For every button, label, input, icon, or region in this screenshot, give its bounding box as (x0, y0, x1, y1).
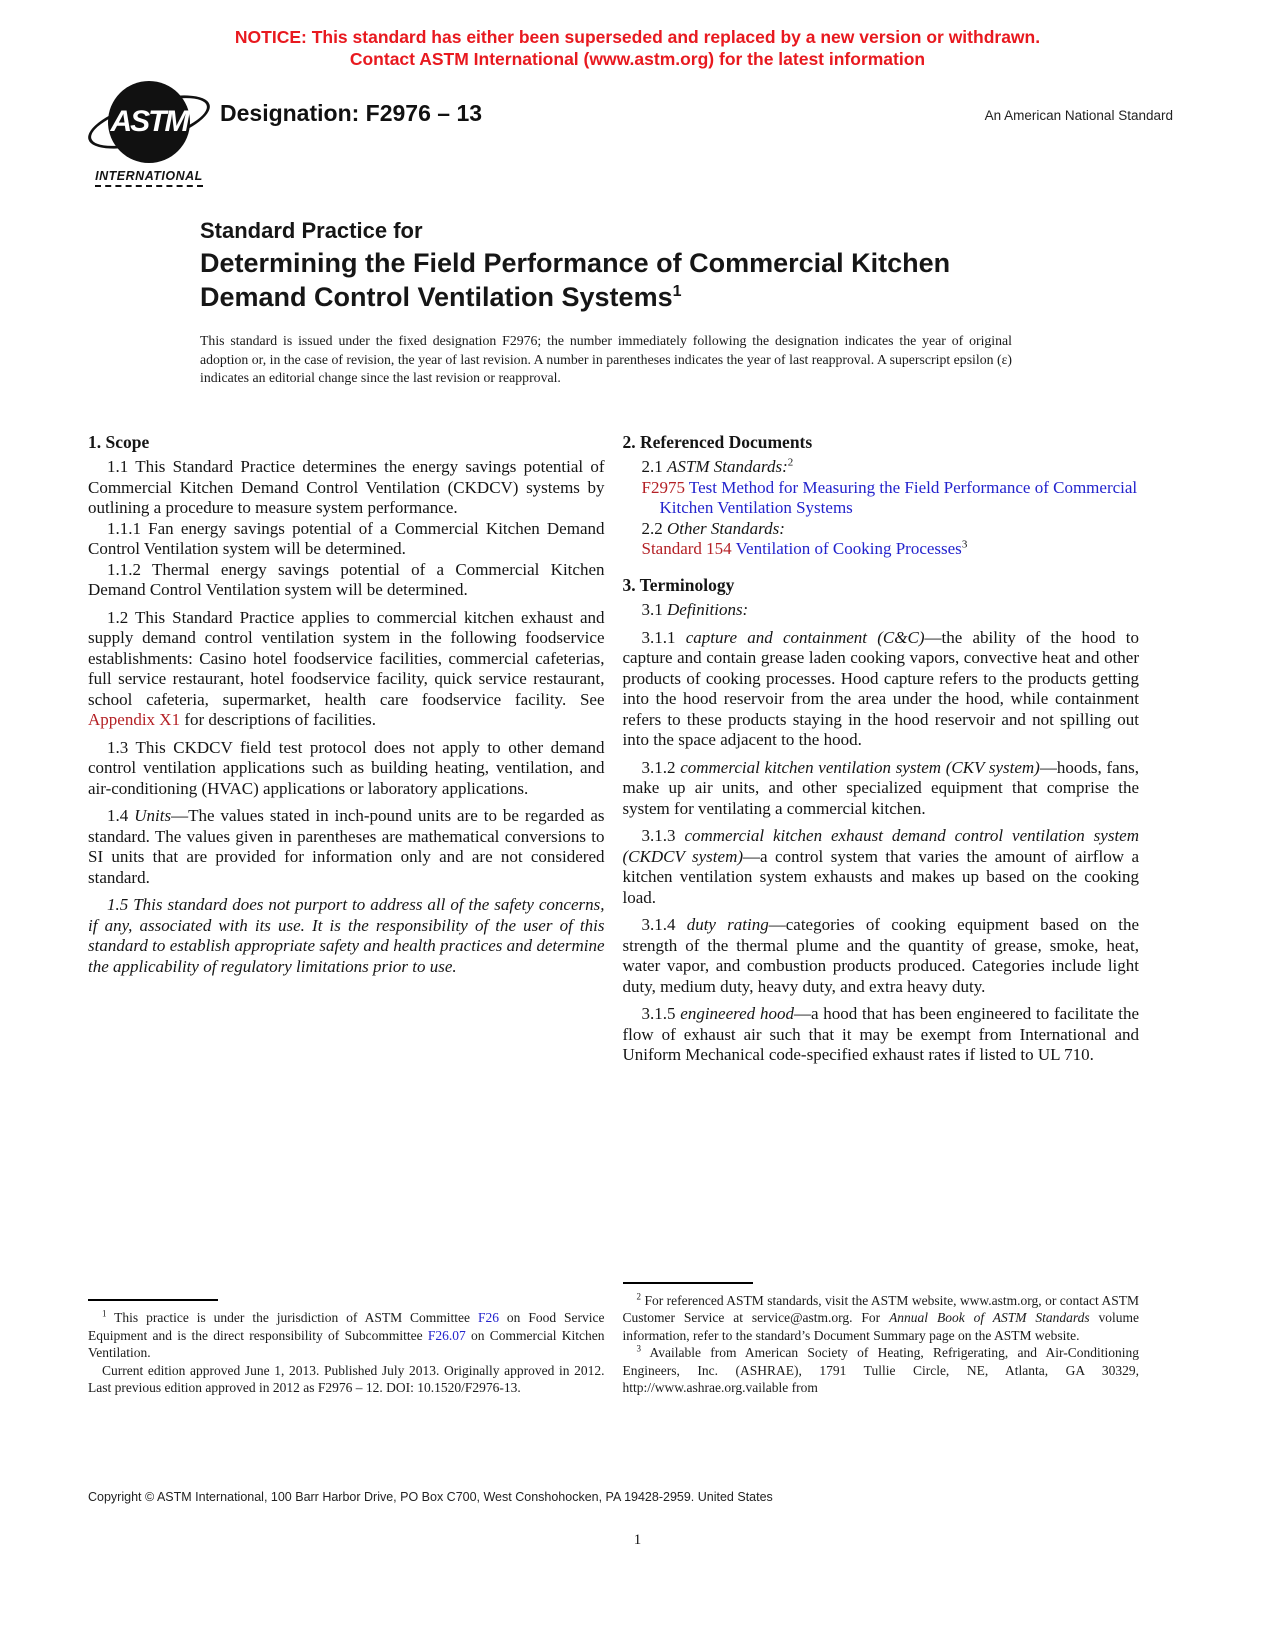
text-segment: for descriptions of facilities. (180, 710, 376, 729)
paragraph (88, 457, 605, 519)
left-column (88, 432, 605, 1397)
body-columns (88, 432, 1139, 1397)
f2975-title-link[interactable]: Test Method for Measuring the Field Performance of Commercial Kitchen Ventilation Systems (659, 477, 1138, 517)
paragraph (623, 478, 1140, 519)
text-segment: —a control system that varies the amount of airflow a kitchen ventilation system exhausts and makes up based on the cooking load. (622, 846, 1140, 907)
paragraph (88, 895, 605, 977)
text-segment: Units (134, 806, 172, 825)
text-segment: duty rating (686, 915, 769, 934)
notice-line-1: NOTICE: This standard has either been superseded and replaced by a new version or withdrawn. (234, 27, 1041, 47)
text-segment: 1.1 This Standard Practice determines the energy savings potential of Commercial Kitchen Demand Control Ventilation (CKDCV) systems by outlining a procedure to measure system performance. (88, 457, 605, 517)
text-segment: Current edition approved June 1, 2013. Published July 2013. Originally approved in 2012. Last previous edition approved in 2012 as F2976 – 12. DOI: 10.1520/F2976-13. (88, 1362, 605, 1395)
footnote-rule (88, 1299, 218, 1301)
paragraph (623, 915, 1140, 997)
paragraph (88, 608, 605, 731)
text-segment: 1.1.1 Fan energy savings potential of a Commercial Kitchen Demand Control Ventilation system will be determined. (88, 518, 605, 558)
text-segment: 3.1.1 (641, 627, 686, 647)
logo-subtitle: INTERNATIONAL (95, 169, 203, 187)
text-segment: Definitions: (667, 600, 749, 619)
text-segment: —the ability of the hood to capture and contain grease laden cooking vapors, convective heat and other products of cooking processes. Hood capture refers to the products getting into the hood reservoir from the area under the hood, while containment refers to these products staying in the hood reservoir and not spilling out into the space adjacent to the hood. (622, 627, 1140, 749)
designation (220, 100, 482, 127)
text-segment: For referenced ASTM standards, visit the ASTM website, www.astm.org, or contact ASTM Customer Service at service@astm.org. For (622, 1292, 1139, 1325)
text-segment: commercial kitchen exhaust demand control ventilation system (CKDCV system) (622, 826, 1139, 866)
text-segment: 3.1 (641, 600, 667, 619)
appendix-x1-link[interactable]: Appendix X1 (88, 710, 181, 729)
paragraph (623, 628, 1140, 751)
paragraph (623, 758, 1140, 820)
left-footnotes (88, 1299, 605, 1397)
paragraph (88, 738, 605, 800)
text-segment: 1.4 (107, 806, 135, 825)
title-line-1: Determining the Field Performance of Commercial Kitchen (200, 248, 951, 278)
right-footnotes (623, 1282, 1140, 1397)
footnote (623, 1344, 1140, 1397)
left-column-content (88, 432, 605, 978)
paragraph (623, 457, 1140, 478)
text-segment: Annual Book of ASTM Standards (889, 1310, 1090, 1325)
f26-link[interactable]: F26 (477, 1310, 499, 1325)
standard-154-title-link[interactable]: Ventilation of Cooking Processes (731, 539, 962, 558)
designation-value: F2976 – 13 (365, 100, 483, 126)
text-segment: 3. Terminology (622, 574, 735, 595)
footnote-rule (623, 1282, 753, 1284)
title-footnote-marker: 1 (672, 283, 682, 300)
paragraph (623, 519, 1140, 540)
logo-acronym: ASTM (110, 105, 188, 138)
page-number: 1 (633, 1532, 642, 1548)
supersession-notice (0, 0, 1275, 70)
standard-154-link[interactable]: Standard 154 (641, 539, 732, 558)
text-segment: 2. Referenced Documents (622, 431, 813, 452)
right-footnote-text (623, 1292, 1140, 1397)
text-segment: 1.2 This Standard Practice applies to commercial kitchen exhaust and supply demand control ventilation system in the following foodservice establishments: Casino hotel foodservice facilities, commercial cafeterias, full service restaurant, hotel foodservice facility, quick service restaurant, school cafeteria, supermarket, health care foodservice facility. See (88, 607, 605, 709)
paragraph (623, 539, 1140, 560)
f26-07-link[interactable]: F26.07 (427, 1327, 466, 1343)
right-column-content (623, 432, 1140, 1066)
f2975-link[interactable]: F2975 (641, 477, 685, 497)
text-segment: 3.1.4 (641, 915, 687, 934)
issue-statement: This standard is issued under the fixed designation F2976; the number immediately following the designation indicates the year of original adoption or, in the case of revision, the year of last revision. A number in parentheses indicates the year of last reapproval. A superscript epsilon (ε) indicates an editorial change since the last revision or reapproval. (200, 333, 1012, 385)
paragraph (623, 1004, 1140, 1066)
left-footnote-text (88, 1309, 605, 1397)
paragraph (88, 806, 605, 888)
text-segment: 1.1.2 Thermal energy savings potential of a Commercial Kitchen Demand Control Ventilation system will be determined. (88, 559, 605, 599)
text-segment: 2.2 (641, 518, 667, 538)
paragraph (88, 560, 605, 601)
text-segment: engineered hood (680, 1004, 794, 1023)
text-segment: 2.1 (641, 457, 667, 476)
footnote (623, 1292, 1140, 1345)
paragraph (623, 826, 1140, 908)
text-segment: Available from American Society of Heating, Refrigerating, and Air-Conditioning Engineers, Inc. (ASHRAE), 1791 Tullie Circle, NE, Atlanta, GA 30329, http://www.ashrae.org.vailable from (622, 1345, 1139, 1395)
text-segment: —The values stated in inch-pound units are to be regarded as standard. The values given in parentheses are mathematical conversions to SI units that are provided for information only and are not considered standard. (88, 806, 605, 887)
text-segment: on Commercial Kitchen Ventilation. (88, 1327, 605, 1360)
title-kicker: Standard Practice for (200, 218, 423, 243)
text-segment: 1.5 This standard does not purport to address all of the safety concerns, if any, associated with its use. It is the responsibility of the user of this standard to establish appropriate safety and health practices and determine the applicability of regulatory limitations prior to use. (88, 895, 605, 976)
astm-globe-icon (88, 78, 210, 166)
text-segment: —categories of cooking equipment based on the strength of the thermal plume and the quantity of grease, smoke, heat, water vapor, and combustion products produced. Categories include light duty, medium duty, heavy duty, and extra heavy duty. (622, 915, 1139, 996)
text-segment: 2 (636, 1291, 641, 1301)
text-segment: 3.1.2 (641, 757, 681, 777)
text-segment: 3 (636, 1343, 641, 1354)
copyright-line: Copyright © ASTM International, 100 Barr Harbor Drive, PO Box C700, West Conshohocken, PA 19428-2959. United States (88, 1490, 773, 1504)
text-segment: 3.1.3 (641, 826, 685, 845)
footnote (88, 1309, 605, 1362)
paragraph (623, 600, 1140, 621)
text-segment: capture and containment (C&C) (685, 627, 925, 647)
terminology-heading (623, 575, 1140, 596)
astm-logo (88, 78, 210, 187)
text-segment: 2 (787, 456, 794, 469)
text-segment: Other Standards: (667, 518, 785, 538)
footnote (88, 1362, 605, 1397)
text-segment: 1.3 This CKDCV field test protocol does not apply to other demand control ventilation applications such as building heating, ventilation, and air-conditioning (HVAC) applications or laboratory applications. (88, 737, 605, 798)
paragraph (88, 519, 605, 560)
title-block (200, 216, 1135, 314)
scope-heading (88, 432, 605, 453)
text-segment: 3.1.5 (641, 1004, 681, 1023)
text-segment: 3 (961, 538, 968, 551)
text-segment: ASTM Standards: (667, 457, 788, 476)
document-header (88, 78, 1187, 200)
text-segment: volume information, refer to the standard’s Document Summary page on the ASTM website. (622, 1310, 1139, 1343)
text-segment: 1. Scope (88, 431, 150, 452)
text-segment: —a hood that has been engineered to facilitate the flow of exhaust air such that it may be exempt from International and Uniform Mechanical code-specified exhaust rates if listed to UL 710. (622, 1004, 1139, 1064)
document-title (200, 246, 1135, 314)
designation-label: Designation: (220, 100, 360, 126)
notice-line-2: Contact ASTM International (www.astm.org) for the latest information (349, 49, 926, 69)
text-segment: This practice is under the jurisdiction of ASTM Committee (106, 1310, 478, 1325)
text-segment: on Food Service Equipment and is the direct responsibility of Subcommittee (88, 1310, 605, 1343)
title-line-2: Demand Control Ventilation Systems (200, 282, 673, 312)
text-segment: commercial kitchen ventilation system (CKV system) (680, 757, 1040, 777)
right-column (623, 432, 1140, 1397)
referenced-documents-heading (623, 432, 1140, 453)
national-standard-note: An American National Standard (984, 108, 1173, 123)
text-segment: 1 (102, 1308, 107, 1319)
text-segment: —hoods, fans, make up air units, and other specialized equipment that comprise the system for ventilating a commercial kitchen. (622, 757, 1139, 818)
